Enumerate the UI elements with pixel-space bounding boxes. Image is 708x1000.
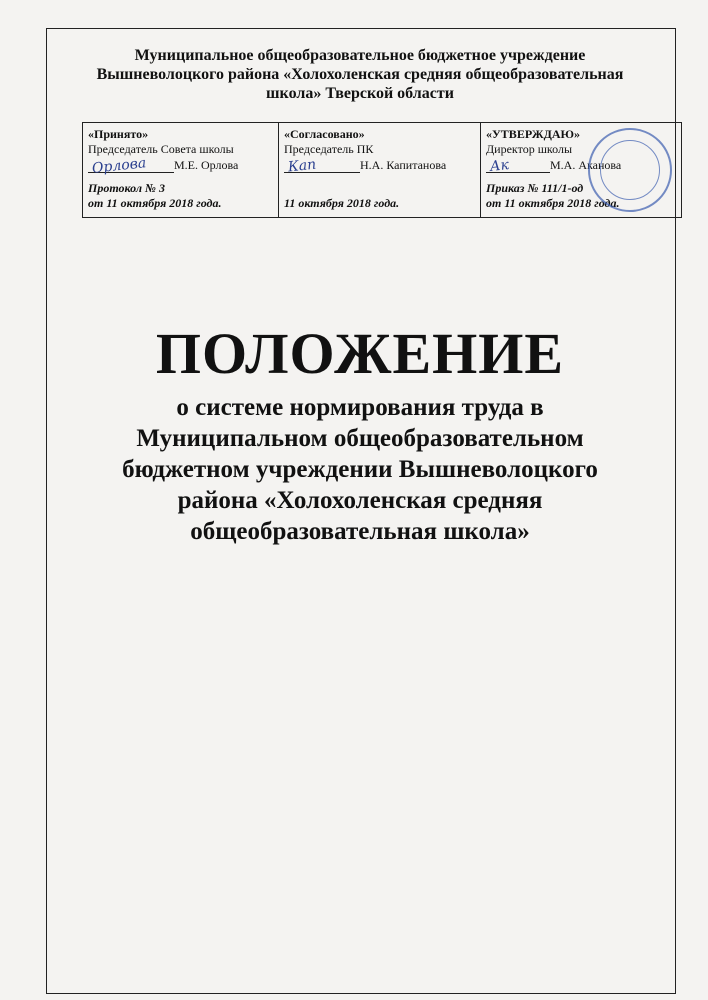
org-line: Муниципальное общеобразовательное бюджетное учреждение bbox=[134, 47, 586, 64]
approval-accepted bbox=[83, 123, 279, 217]
approval-footer-line1: Приказ № 111/1-од bbox=[486, 181, 584, 195]
signer-name: Н.А. Капитанова bbox=[360, 158, 447, 172]
signature-blank bbox=[486, 157, 550, 175]
approval-title: «Согласовано» bbox=[284, 127, 365, 141]
approval-role: Председатель ПК bbox=[284, 142, 374, 156]
handwritten-signature: Орлова bbox=[91, 155, 147, 177]
subtitle-line: района «Холохоленская средняя bbox=[177, 487, 543, 514]
handwritten-signature: Кап bbox=[287, 156, 317, 176]
approval-footer bbox=[284, 196, 399, 211]
signature-line bbox=[284, 156, 475, 176]
handwritten-signature: Ак bbox=[489, 157, 510, 175]
official-seal-stamp bbox=[588, 128, 672, 212]
approval-footer-line2: 11 октября 2018 года. bbox=[284, 196, 400, 210]
approval-role: Директор школы bbox=[486, 142, 573, 156]
approval-agreed bbox=[279, 123, 481, 217]
approval-role: Председатель Совета школы bbox=[88, 142, 234, 156]
signature-blank bbox=[88, 155, 174, 177]
subtitle-line: общеобразовательная школа» bbox=[190, 518, 530, 545]
document-title: ПОЛОЖЕНИЕ bbox=[155, 321, 565, 386]
subtitle-line: Муниципальном общеобразовательном bbox=[136, 425, 584, 452]
approval-footer-line1: Протокол № 3 bbox=[88, 181, 165, 195]
approval-title: «УТВЕРЖДАЮ» bbox=[486, 127, 581, 141]
organization-header bbox=[60, 46, 660, 103]
signer-name: М.А. Аканова bbox=[550, 158, 622, 172]
approval-footer bbox=[88, 181, 222, 211]
signature-blank bbox=[284, 156, 360, 176]
document-subtitle bbox=[80, 392, 640, 547]
subtitle-line: бюджетном учреждении Вышневолоцкого bbox=[122, 456, 598, 483]
signature-line bbox=[88, 155, 273, 177]
subtitle-line: о системе нормирования труда в bbox=[176, 394, 544, 421]
approval-footer-line2: от 11 октября 2018 года. bbox=[486, 196, 620, 210]
org-line: Вышневолоцкого района «Холохоленская средняя общеобразовательная bbox=[96, 66, 624, 83]
org-line: школа» Тверской области bbox=[266, 85, 454, 102]
approval-footer-line2: от 11 октября 2018 года. bbox=[88, 196, 222, 210]
signer-name: М.Е. Орлова bbox=[174, 158, 239, 172]
approval-title: «Принято» bbox=[88, 127, 149, 141]
